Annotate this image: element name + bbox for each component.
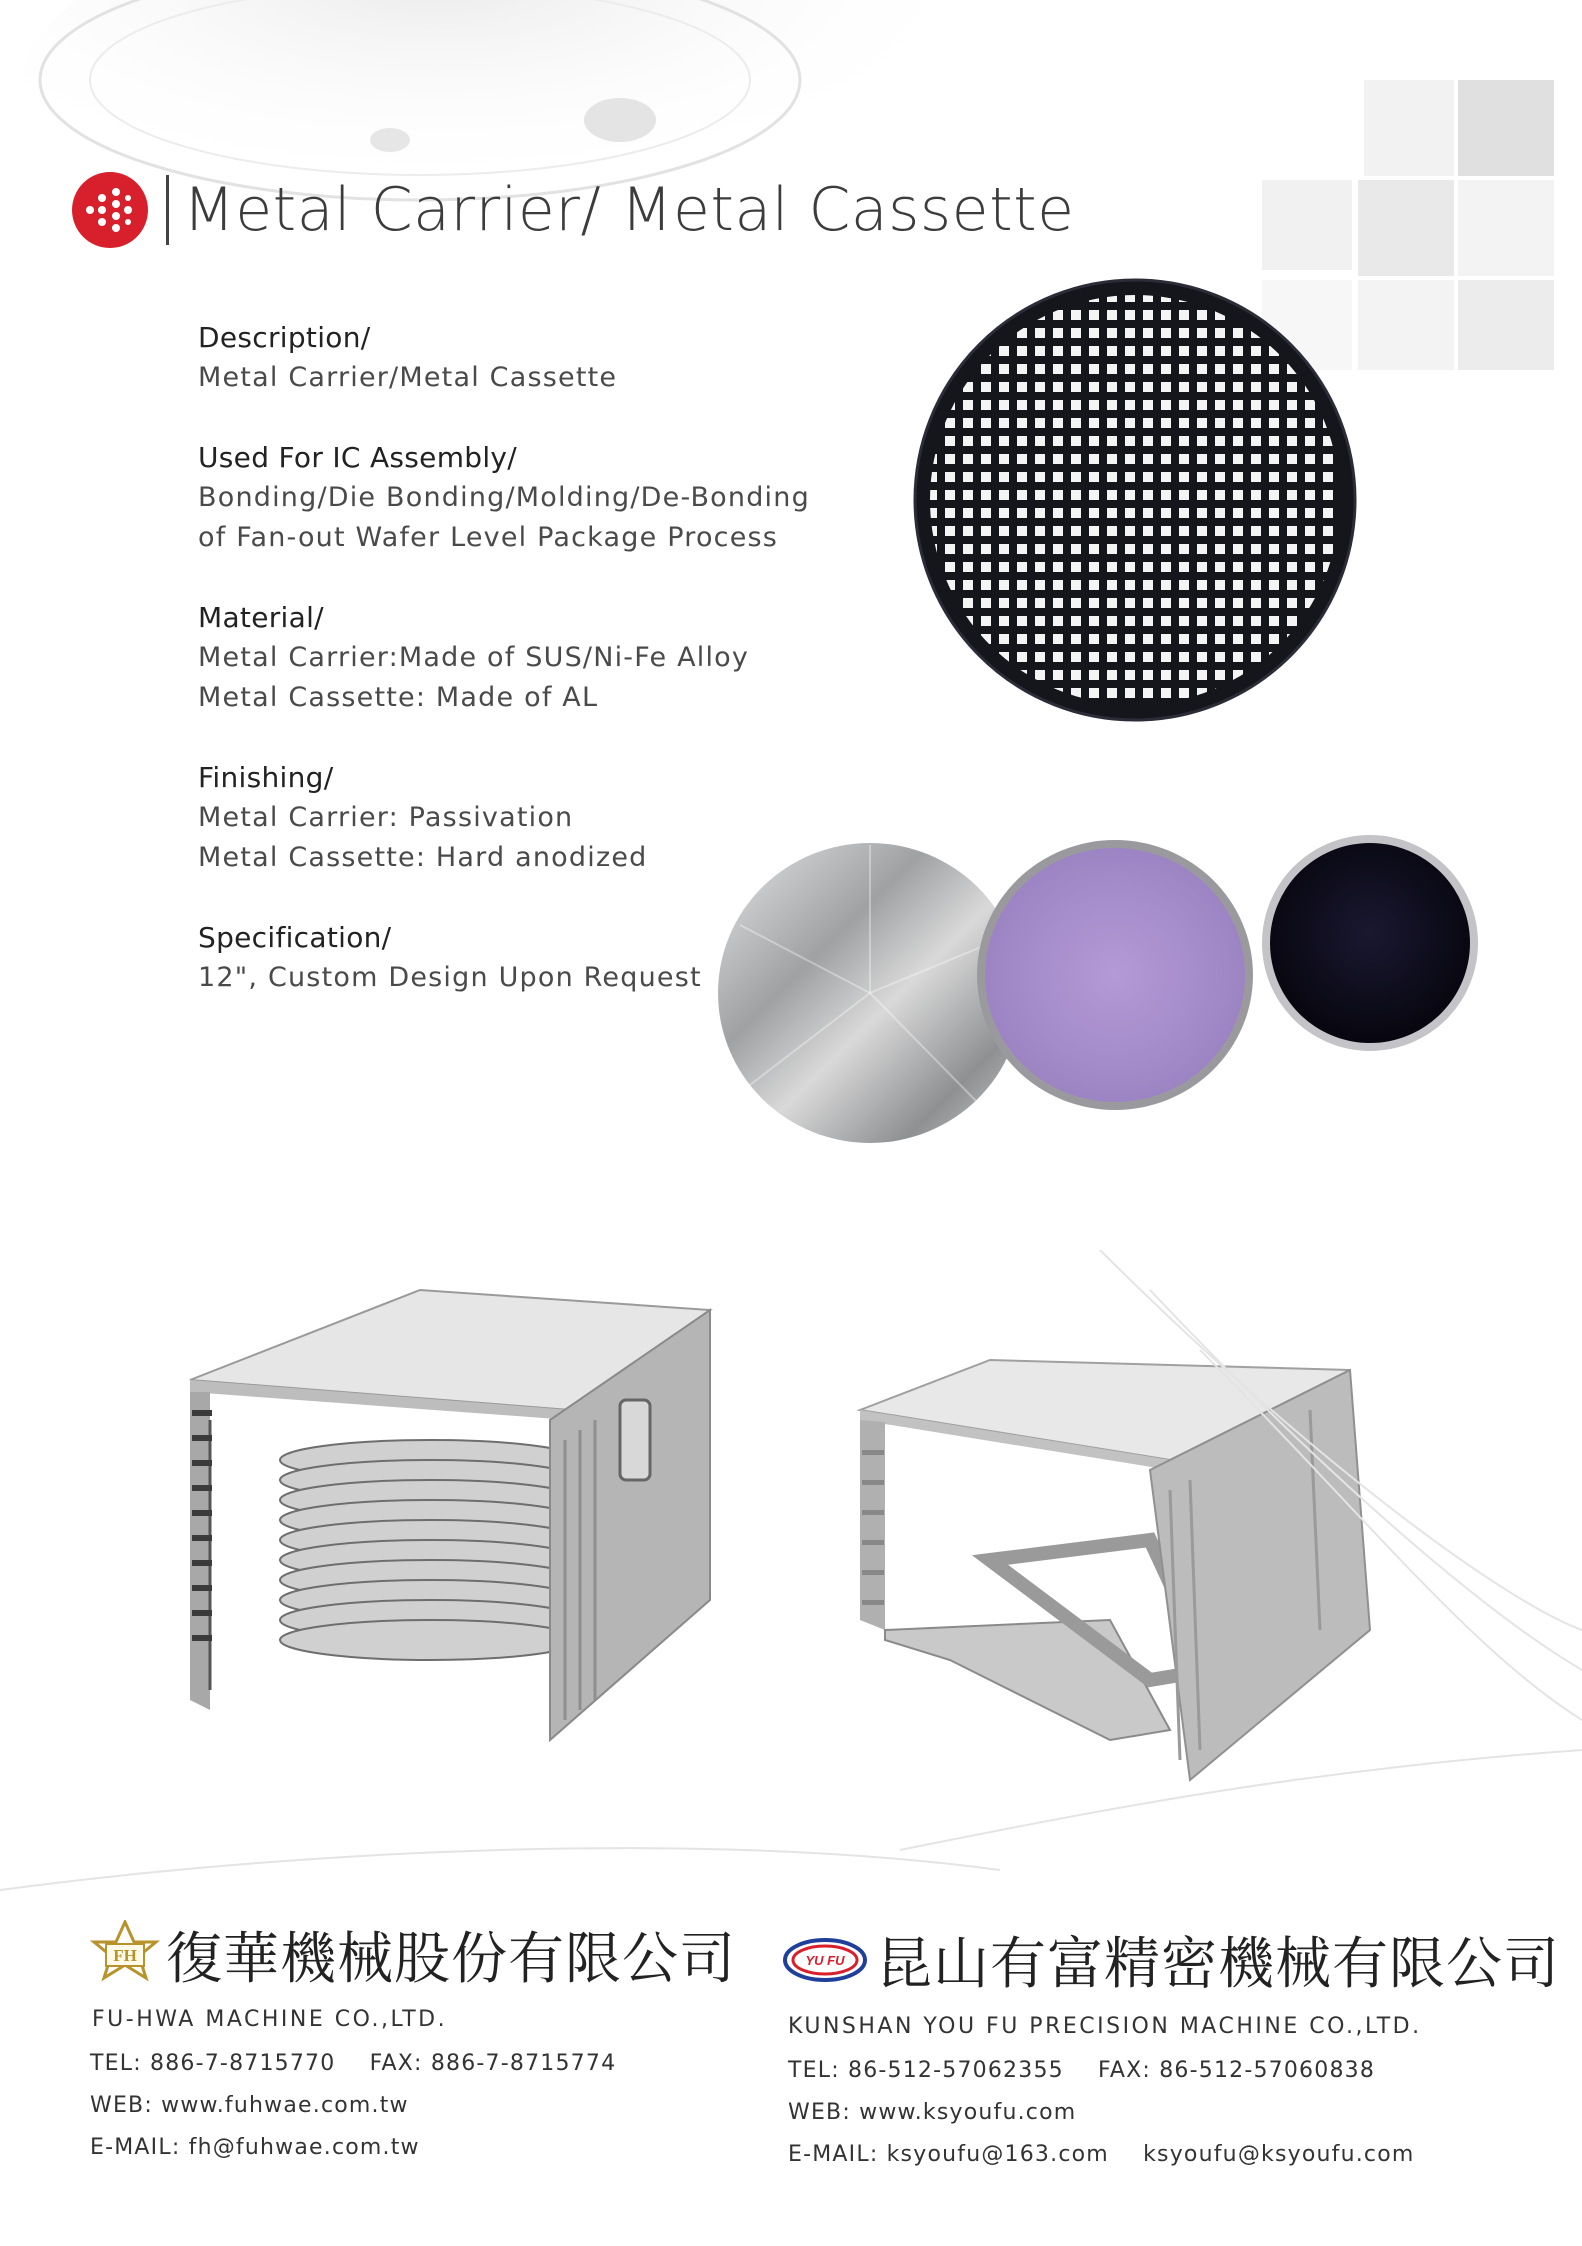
youfu-email-alt[interactable]: ksyoufu@ksyoufu.com: [1143, 2142, 1415, 2167]
title-row: [70, 170, 1075, 250]
spec-material: [198, 598, 818, 718]
fuhwa-name-cn: 復華機械股份有限公司: [166, 1927, 736, 1992]
section-line: Metal Cassette: Hard anodized: [198, 842, 648, 873]
spec-description: [198, 318, 818, 398]
fuhwa-company-block: [90, 1915, 736, 2162]
youfu-email[interactable]: E-MAIL: ksyoufu@163.com: [788, 2142, 1109, 2167]
youfu-name-en: KUNSHAN YOU FU PRECISION MACHINE CO.,LTD.: [788, 2014, 1422, 2039]
youfu-fax: FAX: 86-512-57060838: [1098, 2058, 1376, 2083]
section-line: Metal Carrier: Passivation: [198, 802, 574, 833]
youfu-phone-line: [788, 2057, 1560, 2085]
section-line: 12", Custom Design Upon Request: [198, 962, 702, 993]
dots-logo-icon: [70, 170, 150, 250]
title-divider: [166, 175, 169, 245]
section-heading: Specification/: [198, 921, 392, 954]
youfu-company-block: [780, 1920, 1560, 2169]
youfu-email-line: [788, 2141, 1560, 2169]
section-heading: Used For IC Assembly/: [198, 441, 518, 474]
spec-used-for: [198, 438, 818, 558]
youfu-tel: TEL: 86-512-57062355: [788, 2058, 1064, 2083]
fuhwa-web[interactable]: WEB: www.fuhwae.com.tw: [90, 2093, 409, 2118]
section-heading: Finishing/: [198, 761, 334, 794]
fuhwa-name-en: FU-HWA MACHINE CO.,LTD.: [92, 2007, 448, 2032]
page-title: Metal Carrier/ Metal Cassette: [183, 175, 1075, 245]
section-heading: Material/: [198, 601, 324, 634]
footer-wave-graphic: [0, 1250, 1582, 1900]
perforated-carrier-image: [905, 270, 1365, 730]
carrier-discs-image: [710, 825, 1540, 1145]
youfu-web[interactable]: WEB: www.ksyoufu.com: [788, 2100, 1077, 2125]
section-line: Bonding/Die Bonding/Molding/De-Bonding: [198, 482, 810, 513]
youfu-logo-icon: [780, 1930, 870, 1990]
fuhwa-phone-line: [90, 2050, 736, 2078]
section-line: Metal Carrier:Made of SUS/Ni-Fe Alloy: [198, 642, 750, 673]
fuhwa-logo-text: FH: [113, 1946, 137, 1965]
fuhwa-fax: FAX: 886-7-8715774: [369, 2051, 617, 2076]
fuhwa-star-logo-icon: [90, 1920, 160, 1990]
fuhwa-tel: TEL: 886-7-8715770: [90, 2051, 336, 2076]
youfu-logo-text: YU FU: [805, 1953, 845, 1968]
fuhwa-email[interactable]: E-MAIL: fh@fuhwae.com.tw: [90, 2135, 420, 2160]
section-line: Metal Carrier/Metal Cassette: [198, 362, 618, 393]
youfu-name-cn: 昆山有富精密機械有限公司: [876, 1932, 1560, 1997]
section-line: of Fan-out Wafer Level Package Process: [198, 522, 779, 553]
section-heading: Description/: [198, 321, 371, 354]
section-line: Metal Cassette: Made of AL: [198, 682, 599, 713]
